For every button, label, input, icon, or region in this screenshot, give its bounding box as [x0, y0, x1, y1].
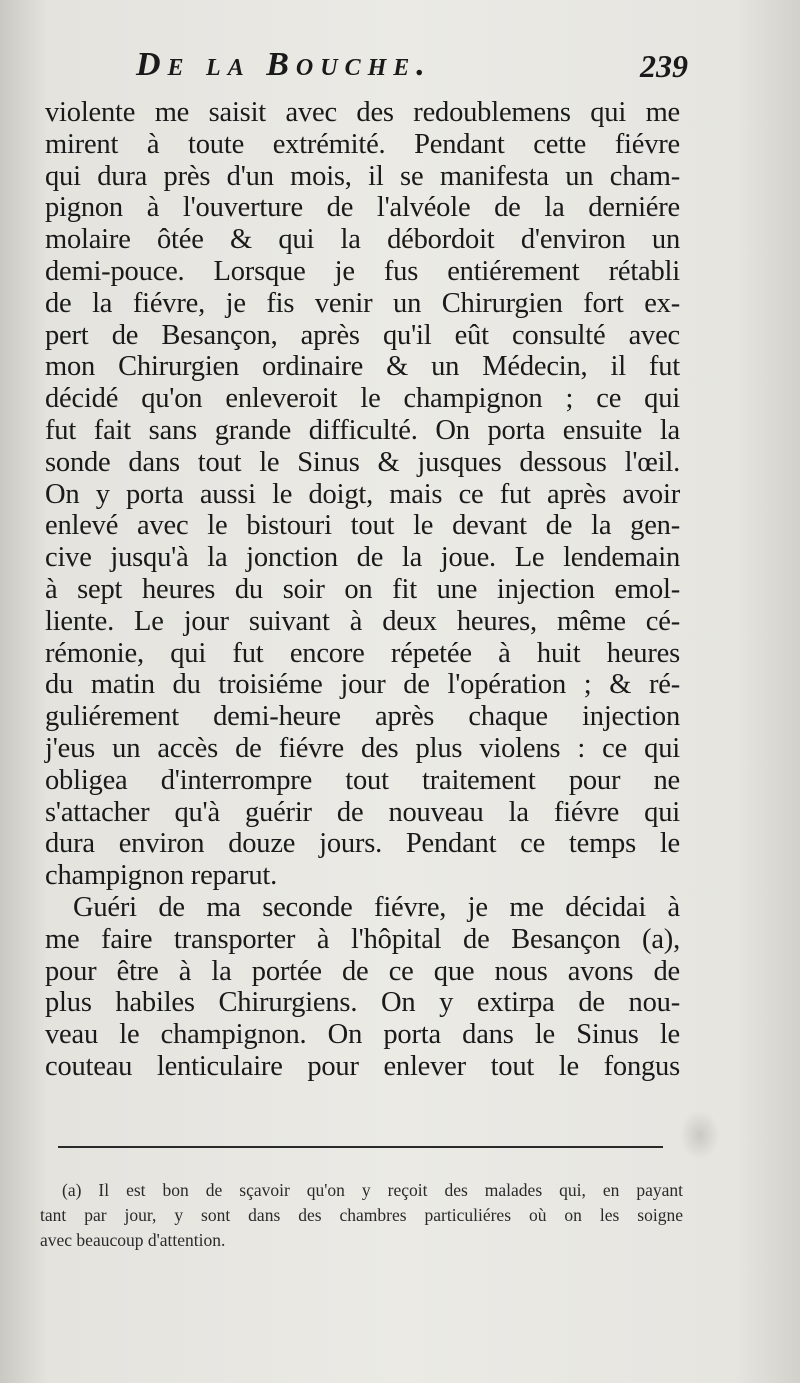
text-line: à sept heures du soir on fit une injection emol-: [45, 573, 680, 605]
text-line: mon Chirurgien ordinaire & un Médecin, il fut: [45, 351, 680, 383]
text-line: qui dura près d'un mois, il se manifesta un cham-: [45, 160, 680, 192]
text-line: de la fiévre, je fis venir un Chirurgien fort ex-: [45, 287, 680, 319]
text-line: violente me saisit avec des redoublemens qui me: [45, 97, 680, 128]
text-line: décidé qu'on enleveroit le champignon ; ce qui: [45, 383, 680, 415]
paragraph-start-line: Guéri de ma seconde fiévre, je me décidai à: [73, 891, 680, 923]
text-line: couteau lenticulaire pour enlever tout le fongus: [45, 1050, 680, 1082]
running-title: De la Bouche.: [136, 46, 432, 83]
text-line: molaire ôtée & qui la débordoit d'environ un: [45, 224, 680, 256]
text-line: veau le champignon. On porta dans le Sinus le: [45, 1019, 680, 1051]
footnote-rule: [58, 1146, 663, 1148]
text-line: du matin du troisiéme jour de l'opération ; & ré-: [45, 669, 680, 701]
footnote-line: (a) Il est bon de sçavoir qu'on y reçoit des malades qui, en payant: [62, 1180, 683, 1200]
text-line: plus habiles Chirurgiens. On y extirpa de nou-: [45, 987, 680, 1019]
page-header: [48, 46, 688, 96]
body-text: [45, 97, 680, 1083]
footnote-line: tant par jour, y sont dans des chambres particuliéres où on les soigne: [40, 1205, 683, 1225]
text-line: cive jusqu'à la jonction de la joue. Le lendemain: [45, 542, 680, 574]
text-line: sonde dans tout le Sinus & jusques dessous l'œil.: [45, 446, 680, 478]
text-line: j'eus un accès de fiévre des plus violens : ce qui: [45, 732, 680, 764]
footnote: [40, 1178, 683, 1253]
paragraph-end-line: champignon reparut.: [45, 860, 278, 892]
text-line: s'attacher qu'à guérir de nouveau la fiévre qui: [45, 796, 680, 828]
text-line: liente. Le jour suivant à deux heures, même cé-: [45, 605, 680, 637]
text-line: pignon à l'ouverture de l'alvéole de la derniére: [45, 192, 680, 224]
text-line: dura environ douze jours. Pendant ce temps le: [45, 828, 680, 860]
page-number: 239: [640, 48, 688, 84]
text-line: On y porta aussi le doigt, mais ce fut après avoir: [45, 478, 680, 510]
text-line: pour être à la portée de ce que nous avons de: [45, 955, 680, 987]
text-line: enlevé avec le bistouri tout le devant de la gen-: [45, 510, 680, 542]
text-line: me faire transporter à l'hôpital de Besançon (a),: [45, 923, 680, 955]
text-line: mirent à toute extrémité. Pendant cette fiévre: [45, 128, 680, 160]
text-line: fut fait sans grande difficulté. On porta ensuite la: [45, 414, 680, 446]
paper-stain: [680, 1110, 720, 1160]
text-line: guliérement demi-heure après chaque injection: [45, 701, 680, 733]
text-line: obligea d'interrompre tout traitement pour ne: [45, 764, 680, 796]
text-line: rémonie, qui fut encore répetée à huit heures: [45, 637, 680, 669]
footnote-line: avec beaucoup d'attention.: [40, 1230, 226, 1250]
text-line: demi-pouce. Lorsque je fus entiérement rétabli: [45, 255, 680, 287]
text-line: pert de Besançon, après qu'il eût consulté avec: [45, 319, 680, 351]
